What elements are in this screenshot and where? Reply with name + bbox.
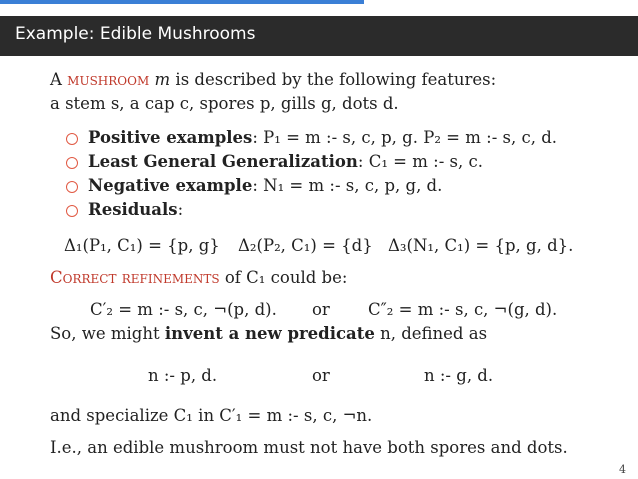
bullet-icon	[66, 205, 78, 217]
refinements-rest: of C₁ could be:	[219, 268, 348, 287]
progress-fill	[0, 0, 364, 4]
or-2: or	[312, 366, 330, 385]
bullet-label: Least General Generalization	[88, 152, 358, 171]
page-number: 4	[619, 463, 626, 476]
specialize-line: and specialize C₁ in C′₁ = m :- s, c, ¬n.	[50, 406, 373, 425]
bullet-text: :	[177, 200, 184, 219]
invent-post: n, defined as	[374, 324, 488, 343]
bullet-text: : P₁ = m :- s, c, p, g. P₂ = m :- s, c, d.	[252, 128, 558, 147]
bullet-residuals	[88, 200, 183, 220]
progress-track	[0, 0, 638, 4]
definition-1: n :- p, d.	[148, 366, 218, 385]
slide-title: Example: Edible Mushrooms	[15, 24, 256, 44]
intro-a: A	[50, 70, 68, 89]
features-line: a stem s, a cap c, spores p, gills g, dots d.	[50, 94, 399, 113]
residual-2: Δ₂(P₂, C₁) = {d}	[238, 236, 373, 255]
bullet-text: : C₁ = m :- s, c.	[357, 152, 483, 171]
term-correct-refinements: Correct refinements	[50, 268, 220, 287]
bullet-text: : N₁ = m :- s, c, p, g, d.	[252, 176, 443, 195]
bullet-lgg	[88, 152, 483, 172]
bullet-icon	[66, 157, 78, 169]
bullet-positive	[88, 128, 557, 148]
conclusion-line: I.e., an edible mushroom must not have both spores and dots.	[50, 438, 568, 457]
bullet-negative	[88, 176, 442, 196]
intro-rest: is described by the following features:	[170, 70, 497, 89]
invent-line	[50, 324, 487, 344]
or-1: or	[312, 300, 330, 319]
refinement-1: C′₂ = m :- s, c, ¬(p, d).	[90, 300, 277, 319]
definition-2: n :- g, d.	[424, 366, 494, 385]
residual-3: Δ₃(N₁, C₁) = {p, g, d}.	[388, 236, 574, 255]
title-bar	[0, 16, 638, 56]
bullet-icon	[66, 133, 78, 145]
refinement-2: C″₂ = m :- s, c, ¬(g, d).	[368, 300, 558, 319]
intro-m: m	[149, 70, 171, 89]
refinements-heading	[50, 268, 347, 288]
term-mushroom: mushroom	[67, 70, 150, 89]
bullet-label: Negative example	[88, 176, 253, 195]
bullet-icon	[66, 181, 78, 193]
invent-bold: invent a new predicate	[164, 324, 375, 343]
bullet-label: Positive examples	[88, 128, 253, 147]
invent-pre: So, we might	[50, 324, 165, 343]
residual-1: Δ₁(P₁, C₁) = {p, g}	[64, 236, 220, 255]
bullet-label: Residuals	[88, 200, 178, 219]
intro-line	[50, 70, 496, 90]
